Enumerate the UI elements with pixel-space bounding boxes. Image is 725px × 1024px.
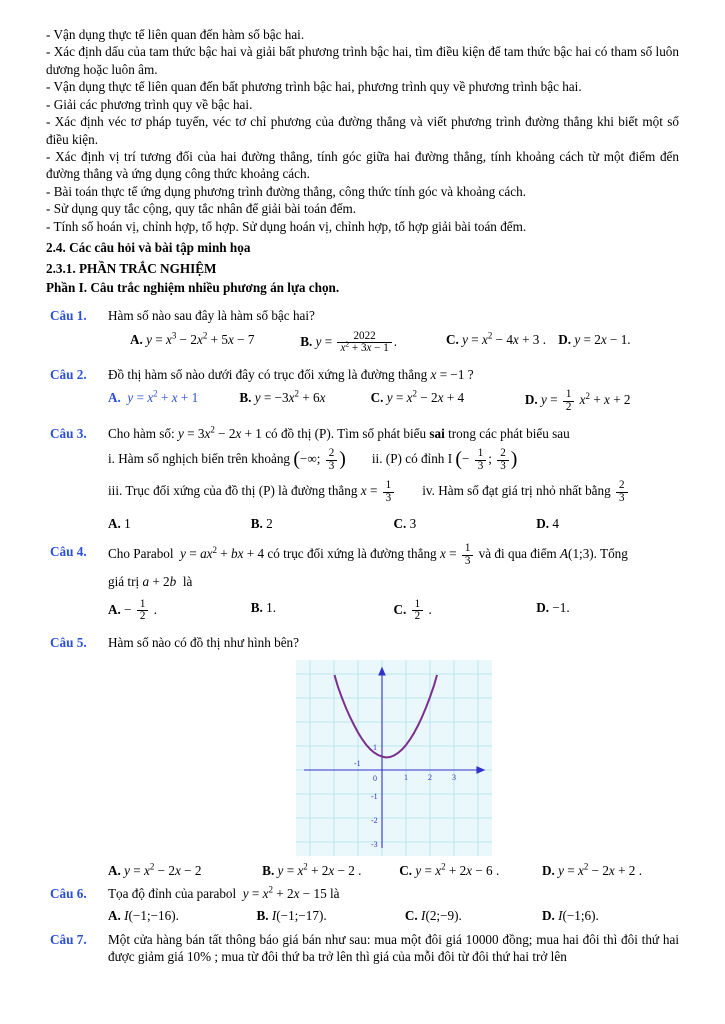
intro-bullet-list	[46, 26, 679, 235]
question-2-options	[108, 389, 679, 413]
question-1-stem: Hàm số nào sau đây là hàm số bậc hai?	[108, 308, 315, 324]
sub-item-i: i. Hàm số nghịch biến trên khoảng (−∞; $\frac{2}{3}$ )	[108, 447, 346, 472]
option-d[interactable]: D. I(−1;6).	[541, 908, 599, 924]
question-7-stem: Một cửa hàng bán tất thông báo giá bán như sau: mua một đôi giá 10000 đồng; mua hai đôi thì đôi thứ hai được giảm giá 10% ; mua từ đôi thứ ba trở lên thì giá của mỗi đôi từ đôi thứ hai trở lên	[108, 931, 679, 965]
question-3-label: Câu 3.	[50, 425, 87, 441]
x-tick-1: 1	[403, 772, 408, 782]
parabola-figure	[108, 660, 679, 856]
subsection-heading: 2.3.1. PHẦN TRẮC NGHIỆM	[46, 261, 217, 277]
option-b[interactable]: B. $y = -3x^2 + 6x$	[239, 389, 326, 406]
question-4	[46, 543, 679, 623]
question-3	[46, 425, 679, 532]
question-7	[46, 931, 679, 966]
x-tick-2: 2	[427, 772, 432, 782]
question-2	[46, 366, 679, 414]
list-item: - Vận dụng thực tế liên quan đến bất phương trình bậc hai, phương trình quy về phương trình bậc hai.	[46, 79, 582, 95]
chart-canvas	[296, 660, 492, 856]
tick-labels	[354, 743, 456, 849]
list-item: - Giải các phương trình quy về bậc hai.	[46, 96, 253, 112]
option-a[interactable]: A. $y = x^3 - 2x^2 + 5x - 7$	[130, 330, 255, 347]
option-d[interactable]: D. y = 2x − 1.	[558, 331, 631, 347]
option-d[interactable]: D. y = $\frac{1}{2}$ $x^2 + x + 2$	[524, 388, 631, 414]
list-item: - Xác định véc tơ pháp tuyến, véc tơ chỉ phương của đường thẳng và viết phương trình đường thẳng khi biết một số điều kiện.	[46, 114, 679, 147]
question-4-options	[108, 599, 679, 623]
question-4-stem-cont: giá trị a + 2b là	[108, 574, 193, 590]
y-tick--1: -1	[370, 791, 378, 801]
list-item: - Xác định dấu của tam thức bậc hai và giải bất phương trình bậc hai, tìm điều kiện để tam thức bậc hai có tham số luôn dương hoặc luôn âm.	[46, 44, 679, 77]
option-b[interactable]: B. $y = x^2 + 2x - 2$ .	[262, 861, 362, 878]
y-tick--3: -3	[370, 839, 378, 849]
part-heading: Phần I. Câu trắc nghiệm nhiều phương án lựa chọn.	[46, 279, 340, 295]
question-7-label: Câu 7.	[50, 931, 87, 947]
list-item: - Vận dụng thực tế liên quan đến hàm số bậc hai.	[46, 27, 305, 42]
option-c[interactable]: C. 3	[393, 515, 417, 531]
option-a[interactable]: A. I(−1;−16).	[108, 908, 179, 924]
option-c[interactable]: C. $y = x^2 - 4x + 3$ .	[445, 330, 546, 347]
list-item: - Bài toán thực tế ứng dụng phương trình đường thẳng, công thức tính góc và khoảng cách.	[46, 183, 527, 199]
option-c[interactable]: C. $\frac{1}{2}$ .	[393, 597, 432, 623]
question-1-label: Câu 1.	[50, 308, 87, 324]
option-a[interactable]: A. $y = x^2 + x + 1$	[108, 389, 199, 406]
y-tick-1: 1	[372, 742, 377, 752]
question-4-stem: Cho Parabol $y = ax^2$ + bx + 4 có trục đối xứng là đường thẳng x = $\frac{1}{3}$ và đi qua điểm A(1;3). Tổng	[108, 542, 628, 567]
question-2-label: Câu 2.	[50, 367, 87, 383]
question-3-sub-items	[108, 448, 679, 505]
question-1	[46, 307, 679, 355]
option-a[interactable]: A. 1	[108, 515, 131, 531]
question-5	[46, 634, 679, 879]
axes	[304, 668, 484, 848]
question-6-stem: Tọa độ đỉnh của parabol $y = x^2 + 2x - 15$ là	[108, 884, 340, 901]
option-b[interactable]: B. 1.	[250, 599, 277, 615]
sub-item-iii: iii. Trục đối xứng của đồ thị (P) là đường thẳng x = $\frac{1}{3}$	[108, 480, 396, 504]
x-tick-3: 3	[451, 772, 456, 782]
option-c[interactable]: C. I(2;−9).	[404, 908, 462, 924]
question-3-options	[108, 515, 679, 532]
question-4-label: Câu 4.	[50, 544, 87, 560]
option-b[interactable]: B. y = $\frac{2022}{x^2 + 3x - 1}$ .	[300, 329, 398, 355]
question-5-options	[108, 862, 679, 879]
question-6	[46, 885, 679, 925]
list-item: - Sử dụng quy tắc cộng, quy tắc nhân để giải bài toán đếm.	[46, 201, 357, 217]
sub-item-iv: iv. Hàm số đạt giá trị nhỏ nhất bằng $\frac{2}{3}$	[422, 480, 629, 504]
sub-item-ii: ii. (P) có đỉnh I (− $\frac{1}{3}$ ; $\frac{2}{3}$ )	[371, 447, 518, 472]
question-5-label: Câu 5.	[50, 635, 87, 651]
question-3-stem: Cho hàm số: $y = 3x^2 - 2x + 1$ có đồ thị (P). Tìm số phát biểu sai trong các phát biểu sau	[108, 424, 570, 441]
question-5-stem: Hàm số nào có đồ thị như hình bên?	[108, 635, 300, 651]
list-item: - Tính số hoán vị, chỉnh hợp, tổ hợp. Sử dụng hoán vị, chỉnh hợp, tổ hợp giải bài toán đếm.	[46, 218, 527, 234]
question-6-label: Câu 6.	[50, 885, 87, 901]
question-6-options	[108, 907, 679, 924]
option-d[interactable]: D. $y = x^2 - 2x + 2$ .	[541, 861, 642, 878]
x-tick--1: -1	[353, 758, 361, 768]
section-heading: 2.4. Các câu hỏi và bài tập minh họa	[46, 240, 251, 256]
list-item: - Xác định vị trí tương đối của hai đường thẳng, tính góc giữa hai đường thẳng, tính khoảng cách từ một điểm đến đường thẳng và ứng dụng công thức khoảng cách.	[46, 148, 679, 182]
option-c[interactable]: C. $y = x^2 - 2x + 4$	[370, 389, 465, 406]
y-tick--2: -2	[370, 815, 378, 825]
option-b[interactable]: B. 2	[250, 515, 273, 531]
option-c[interactable]: C. $y = x^2 + 2x - 6$ .	[399, 861, 500, 878]
option-d[interactable]: D. −1.	[536, 599, 570, 615]
option-a[interactable]: A. − $\frac{1}{2}$ .	[108, 597, 157, 623]
option-d[interactable]: D. 4	[536, 515, 559, 531]
question-1-options	[130, 331, 679, 355]
option-a[interactable]: A. $y = x^2 - 2x - 2$	[108, 861, 202, 878]
grid-lines	[296, 660, 492, 856]
question-2-stem: Đồ thị hàm số nào dưới đây có trục đối xứng là đường thẳng x = −1 ?	[108, 367, 474, 383]
origin-label: 0	[372, 773, 377, 783]
parabola-curve	[334, 675, 437, 758]
option-b[interactable]: B. I(−1;−17).	[256, 908, 327, 924]
parabola-chart	[296, 660, 492, 856]
